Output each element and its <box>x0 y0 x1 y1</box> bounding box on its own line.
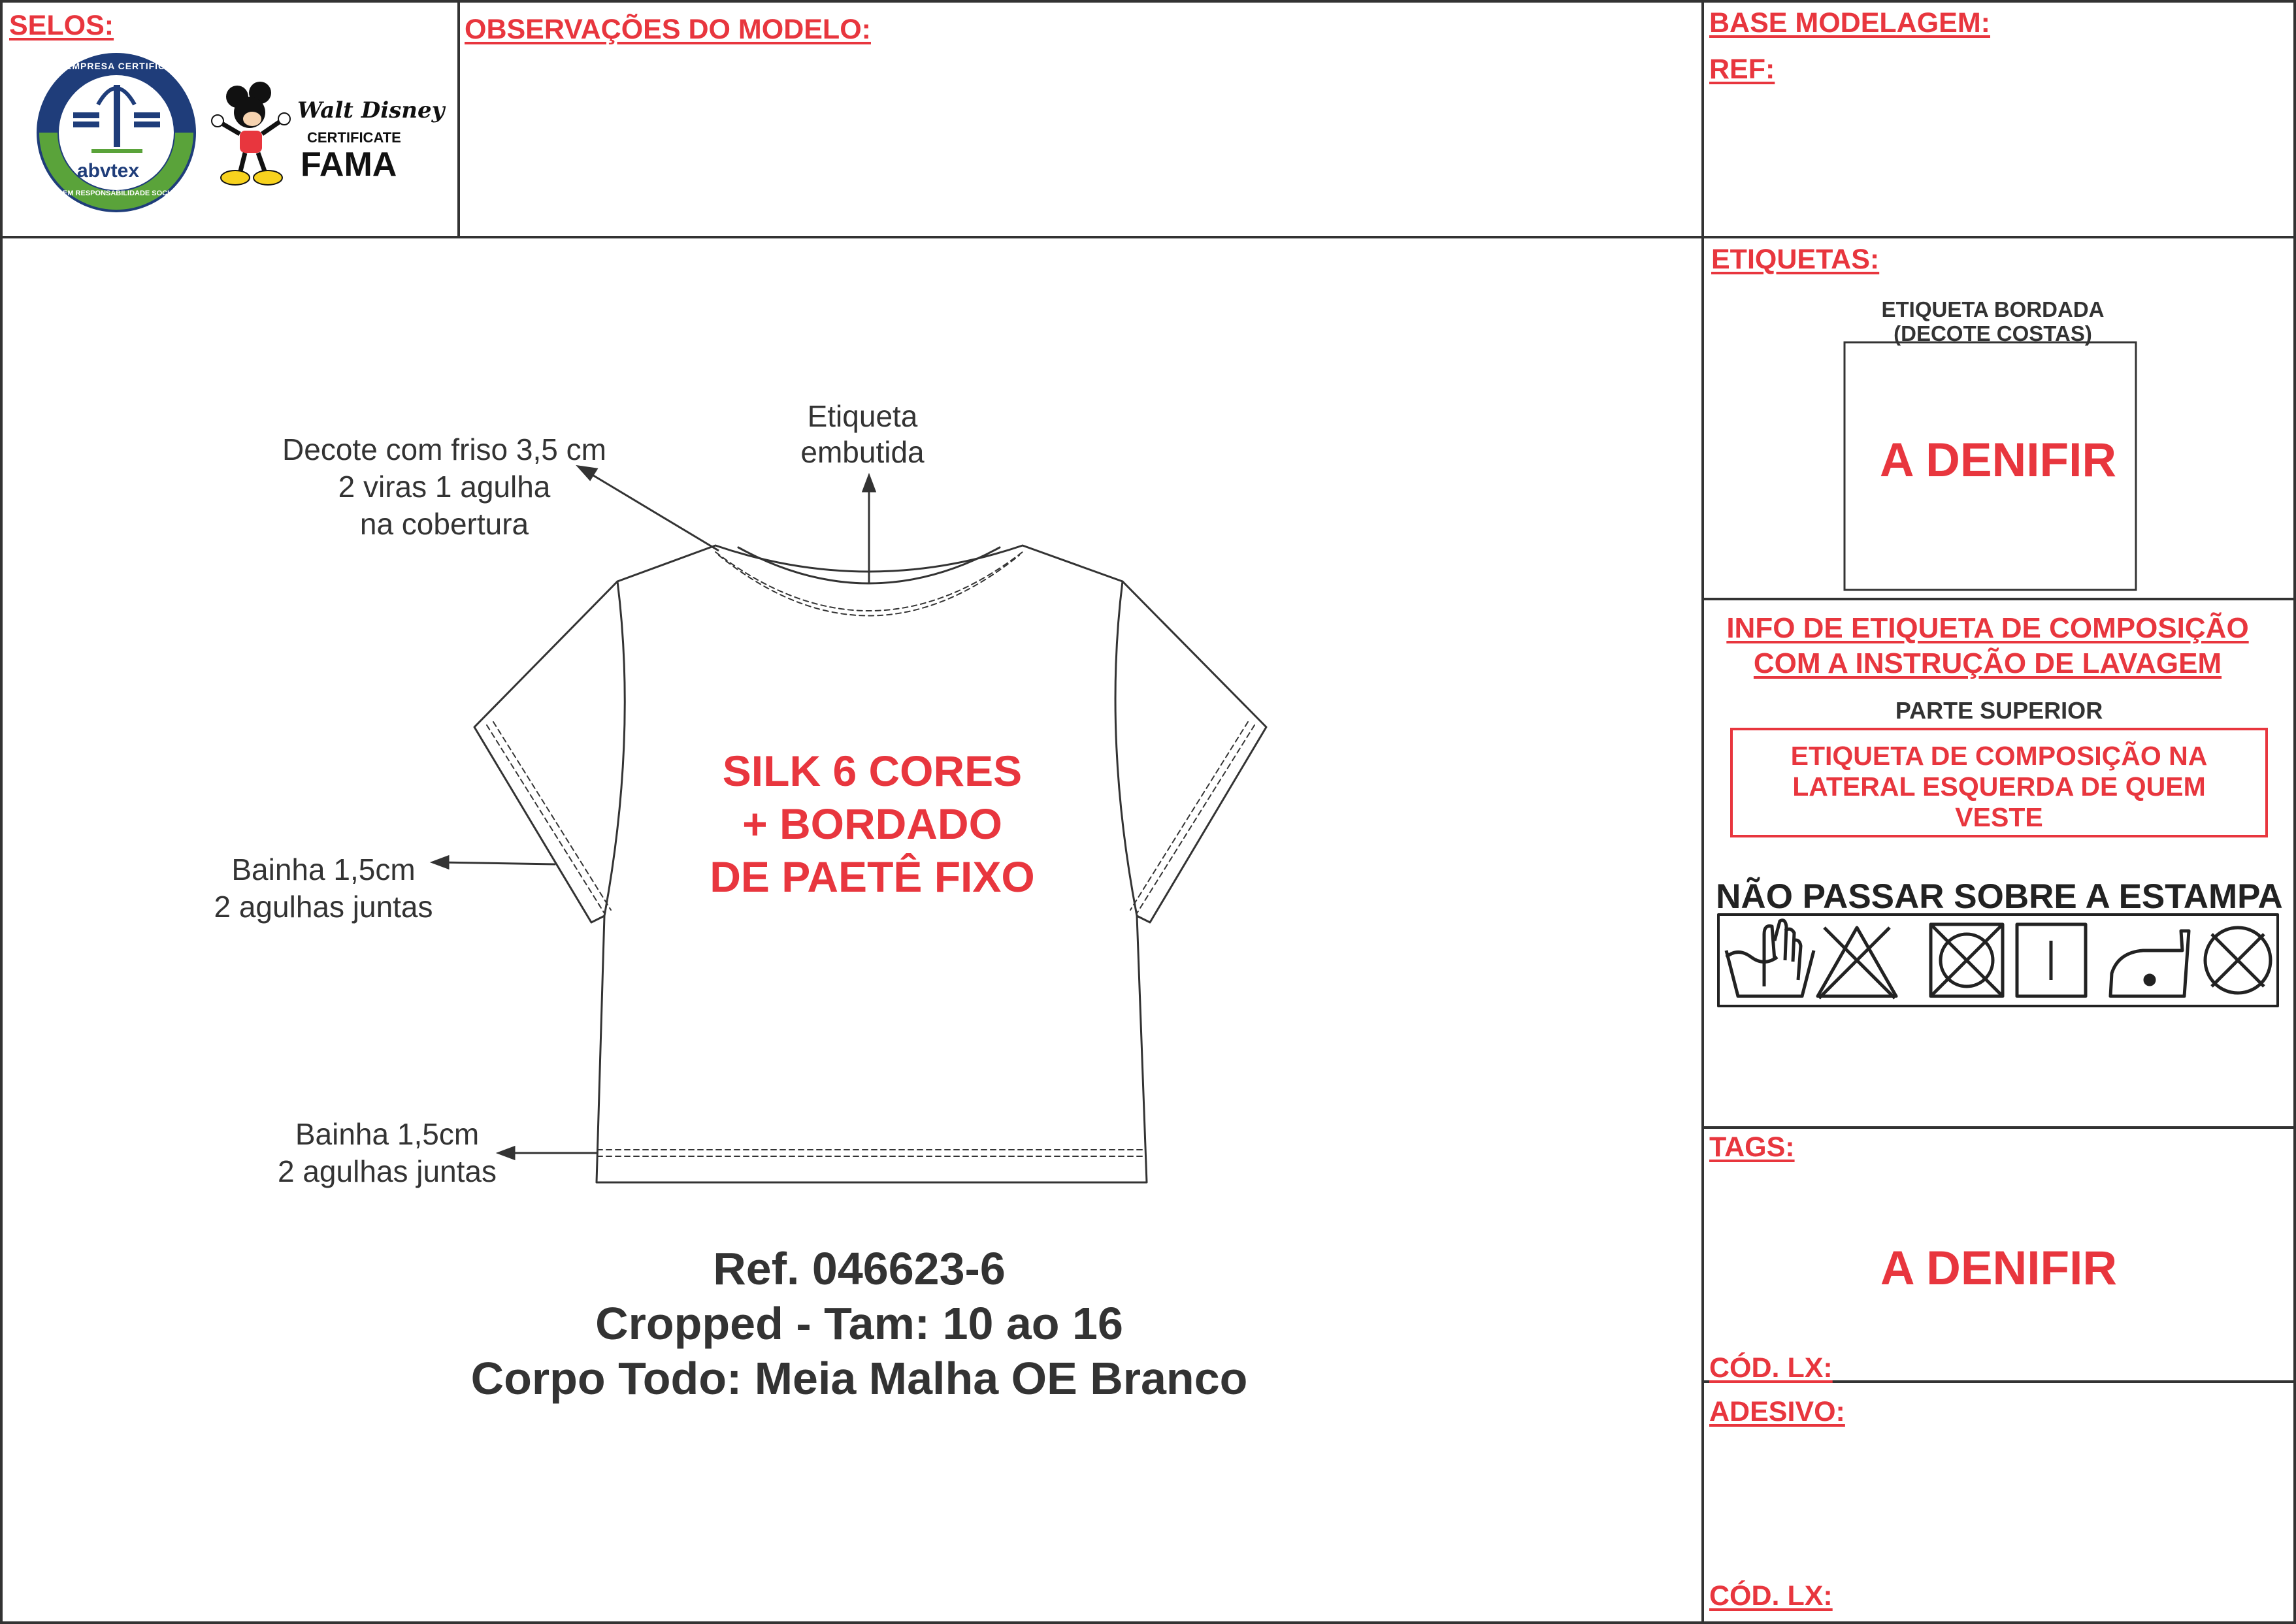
composition-box-line-3: VESTE <box>1955 802 2043 832</box>
neckline-line-2: 2 viras 1 agulha <box>338 470 551 504</box>
embroidered-label-title <box>1816 297 2169 346</box>
product-model: Cropped - Tam: 10 ao 16 <box>595 1298 1123 1349</box>
neckline-annotation <box>261 431 627 543</box>
composition-box-text <box>1731 741 2267 833</box>
do-not-dry-clean-icon <box>2205 928 2271 993</box>
composition-part: PARTE SUPERIOR <box>1895 697 2103 724</box>
abvtex-ring-top: EMPRESA CERTIFICADA <box>65 61 188 71</box>
selos-label: SELOS: <box>9 10 114 41</box>
disney-fama: FAMA <box>301 146 397 184</box>
disney-brand: Walt Disney <box>297 97 445 123</box>
abvtex-ring-bottom: EM RESPONSABILIDADE SOCIAL <box>63 189 179 197</box>
bottom-hem-annotation <box>252 1116 523 1190</box>
sleeve-hem-annotation <box>189 851 457 926</box>
composition-title-line-1: INFO DE ETIQUETA DE COMPOSIÇÃO <box>1726 612 2249 644</box>
base-modelagem-label: BASE MODELAGEM: <box>1709 7 1990 39</box>
tags-label: TAGS: <box>1709 1131 1795 1163</box>
mickey-icon <box>212 82 290 185</box>
composition-box-line-2: LATERAL ESQUERDA DE QUEM <box>1792 771 2206 802</box>
print-description <box>657 745 1088 903</box>
embroidered-label-line-2: (DECOTE COSTAS) <box>1894 321 2092 346</box>
ref-label: REF: <box>1709 54 1775 85</box>
ironing-warning: NÃO PASSAR SOBRE A ESTAMPA <box>1716 877 2283 916</box>
line-dry-icon <box>2017 924 2086 996</box>
label-embedded-line-2: embutida <box>800 435 925 469</box>
etiquetas-label: ETIQUETAS: <box>1711 244 1880 275</box>
print-line-2: + BORDADO <box>742 800 1002 848</box>
tags-cod-lx-label: CÓD. LX: <box>1709 1352 1833 1384</box>
tags-to-define: A DENIFIR <box>1880 1242 2118 1295</box>
product-info <box>369 1241 1349 1406</box>
care-symbols-strip <box>1718 915 2278 1006</box>
product-ref: Ref. 046623-6 <box>713 1243 1006 1294</box>
composition-title <box>1713 611 2262 681</box>
embroidered-label-to-define: A DENIFIR <box>1879 434 2117 487</box>
sleeve-hem-line-2: 2 agulhas juntas <box>214 890 433 924</box>
print-line-3: DE PAETÊ FIXO <box>710 853 1035 901</box>
adesivo-label: ADESIVO: <box>1709 1396 1845 1427</box>
product-fabric: Corpo Todo: Meia Malha OE Branco <box>470 1353 1248 1404</box>
sleeve-hem-line-1: Bainha 1,5cm <box>231 853 416 886</box>
disney-certificate: CERTIFICATE <box>307 129 401 146</box>
label-embedded-line-1: Etiqueta <box>807 399 918 433</box>
embroidered-label-line-1: ETIQUETA BORDADA <box>1881 297 2105 321</box>
do-not-bleach-icon <box>1818 928 1896 998</box>
bottom-hem-line-2: 2 agulhas juntas <box>277 1154 497 1188</box>
neckline-line-1: Decote com friso 3,5 cm <box>282 432 606 466</box>
adesivo-cod-lx-label: CÓD. LX: <box>1709 1580 1833 1612</box>
iron-low-icon <box>2110 931 2189 996</box>
do-not-tumble-dry-icon <box>1931 924 2003 996</box>
observacoes-label: OBSERVAÇÕES DO MODELO: <box>465 14 871 45</box>
abvtex-seal <box>38 54 195 211</box>
composition-title-line-2: COM A INSTRUÇÃO DE LAVAGEM <box>1753 647 2222 679</box>
print-line-1: SILK 6 CORES <box>722 747 1023 795</box>
composition-box-line-1: ETIQUETA DE COMPOSIÇÃO NA <box>1790 741 2208 771</box>
abvtex-name: abvtex <box>77 160 140 182</box>
bottom-hem-line-1: Bainha 1,5cm <box>295 1117 480 1151</box>
neckline-line-3: na cobertura <box>359 507 529 541</box>
label-embedded-annotation <box>764 398 960 470</box>
hand-wash-icon <box>1726 920 1814 996</box>
